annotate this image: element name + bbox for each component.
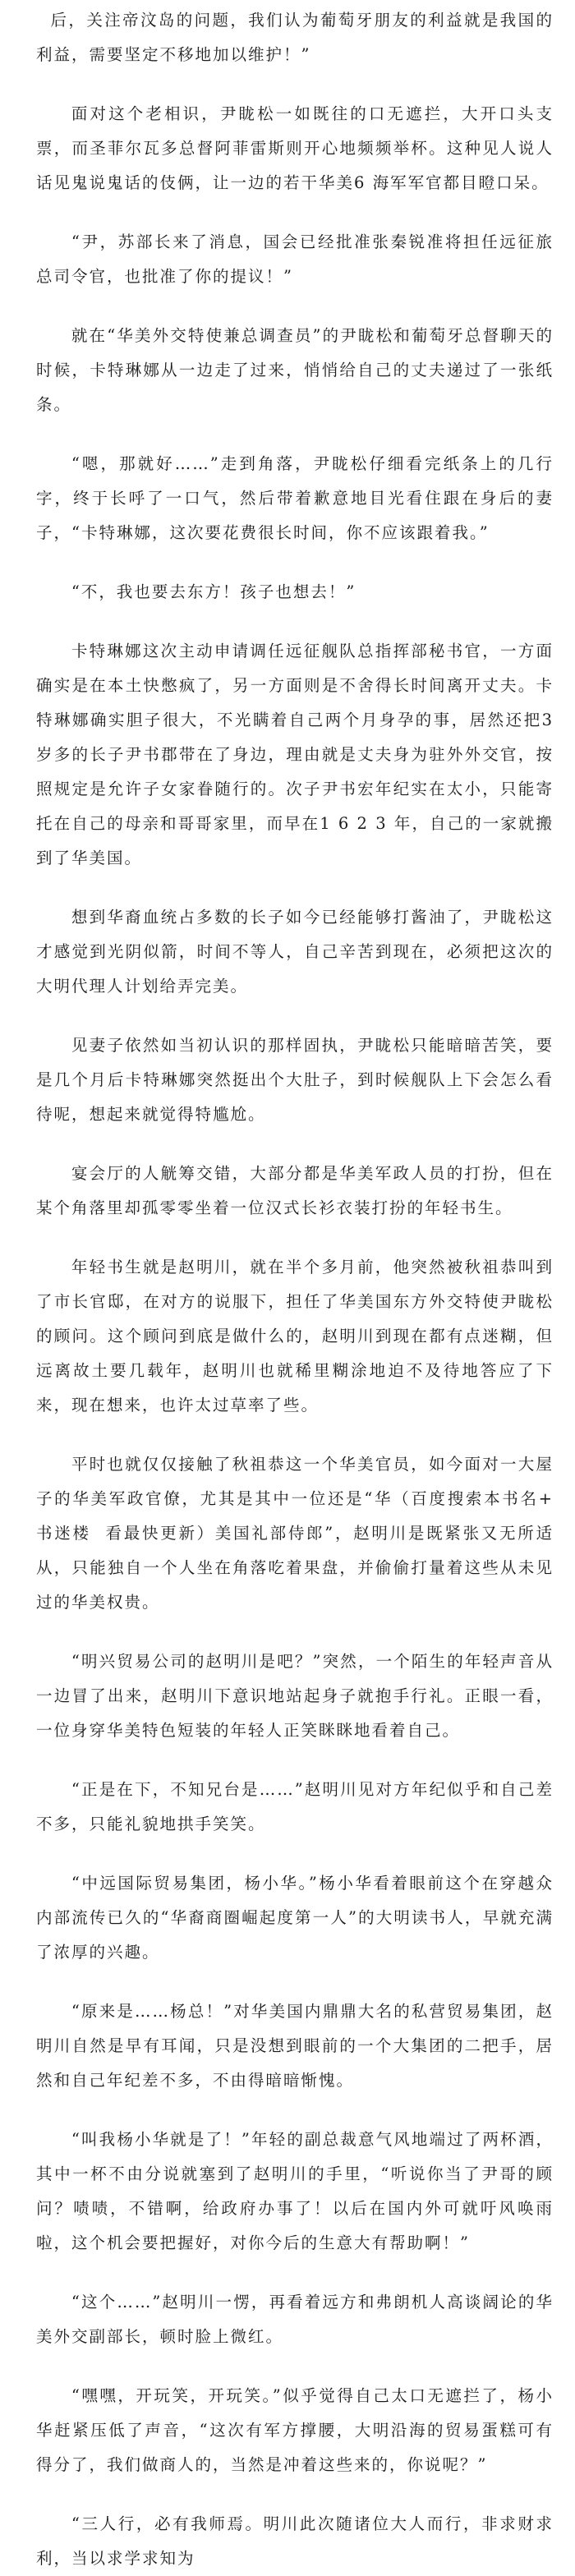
paragraph: “不，我也要去东方！孩子也想去！” [71, 582, 356, 601]
paragraph: 卡特琳娜这次主动申请调任远征舰队总指挥部秘书官，一方面确实是在本土快憋疯了，另一方面则是不舍得长时间离开丈夫。卡特琳娜确实胆子很大，不光瞒着自己两个月身孕的事，居然还把3 岁多的长子尹书郡带在了身边，理由就是丈夫身为驻外外交官，按照规定是允许子女家眷随行的。次子尹书宏年纪实在太小，只能寄托在自己的母亲和哥哥家里，而早在1 6 2 3 年，自己的一家就搬到了华美国。 [36, 642, 561, 867]
paragraph: 就在“华美外交特使兼总调查员”的尹眬松和葡萄牙总督聊天的时候，卡特琳娜从一边走了过来，悄悄给自己的丈夫递过了一张纸条。 [36, 326, 554, 414]
paragraph: “嗯，那就好……”走到角落，尹眬松仔细看完纸条上的几行字，终于长呼了一口气，然后带着歉意地目光看住跟在身后的妻子，“卡特琳娜，这次要花费很长时间，你不应该跟着我。” [36, 454, 554, 542]
paragraph-gap [36, 72, 554, 97]
paragraph-gap [36, 2354, 554, 2379]
paragraph-gap [36, 2482, 554, 2507]
paragraph: 面对这个老相识，尹眬松一如既往的口无遮拦，大开口头支票，而圣菲尔瓦多总督阿菲雷斯则开心地频频举杯。这种见人说人话见鬼说鬼话的伎俩，让一边的若干华美6 海军军官都目瞪口呆。 [36, 104, 554, 192]
paragraph: “叫我杨小华就是了！”年轻的副总裁意气风地端过了两杯酒，其中一杯不由分说就塞到了赵明川的手里，“听说你当了尹哥的顾问？啧啧，不错啊，给政府办事了！以后在国内外可就吁风唤雨啦，这个机会要把握好，对你今后的生意大有帮助啊！” [36, 2130, 554, 2252]
paragraph-gap [36, 1748, 554, 1773]
paragraph: “中远国际贸易集团，杨小华。”杨小华看着眼前这个在穿越众内部流传已久的“华裔商圈崛起度第一人”的大明读书人，早就充满了浓厚的兴趣。 [36, 1874, 554, 1962]
paragraph-gap [36, 200, 554, 225]
paragraph: 年轻书生就是赵明川，就在半个多月前，他突然被秋祖恭叫到了市长官邸，在对方的说服下，担任了华美国东方外交特使尹眬松的顾问。这个顾问到底是做什么的，赵明川到现在都有点迷糊，但远离故土要几载年，赵明川也就稀里糊涂地迫不及待地答应了下来，现在想来，也许太过草率了些。 [36, 1258, 554, 1414]
paragraph-gap [36, 422, 554, 447]
paragraph-gap [36, 610, 554, 634]
paragraph: 后，关注帝汶岛的问题，我们认为葡萄牙朋友的利益就是我国的利益，需要坚定不移地加以维护！” [36, 11, 554, 64]
paragraph: “三人行，必有我师焉。明川此次随诸位大人而行，非求财求利，当以求学求知为 [36, 2514, 554, 2568]
paragraph: “尹，苏部长来了消息，国会已经批准张秦锐准将担任远征旅总司令官，也批准了你的提议！” [36, 232, 554, 286]
paragraph: “嘿嘿，开玩笑，开玩笑。”似乎觉得自己太口无遮拦了，杨小华赶紧压低了声音，“这次有军方撑腰，大明沿海的贸易蛋糕可有得分了，我们做商人的，当然是冲着这些来的，你说呢？” [36, 2386, 554, 2474]
paragraph-gap [36, 2261, 554, 2285]
paragraph-gap [36, 550, 554, 575]
paragraph: 平时也就仅仅接触了秋祖恭这一个华美官员，如今面对一大屋子的华美军政官僚，尤其是其中一位还是“华（百度搜索本书名+ 书迷楼 看最快更新）美国礼部侍郎”，赵明川是既紧张又无所适从，只能独自一个人坐在角落吃着果盘，并偷偷打量着这些从未见过的华美权贵。 [36, 1455, 561, 1612]
paragraph: 见妻子依然如当初认识的那样固执，尹眬松只能暗暗苦笑，要是几个月后卡特琳娜突然挺出个大肚子，到时候舰队上下会怎么看待呢，想起来就觉得特尴尬。 [36, 1036, 554, 1124]
paragraph: 想到华裔血统占多数的长子如今已经能够打酱油了，尹眬松这才感觉到光阴似箭，时间不等人，自己辛苦到现在，必须把这次的大明代理人计划给弄完美。 [36, 908, 554, 996]
paragraph-gap [36, 1004, 554, 1028]
paragraph-gap [36, 1226, 554, 1250]
paragraph-gap [36, 1132, 554, 1157]
paragraph-gap [36, 1842, 554, 1866]
paragraph: “原来是……杨总！”对华美国内鼎鼎大名的私营贸易集团，赵明川自然是早有耳闻，只是没想到眼前的一个大集团的二把手，居然和自己年纪差不多，不由得暗暗惭愧。 [36, 2002, 554, 2090]
paragraph-gap [36, 294, 554, 319]
paragraph: “正是在下，不知兄台是……”赵明川见对方年纪似乎和自己差不多，只能礼貌地拱手笑笑。 [36, 1780, 554, 1833]
paragraph: “这个……”赵明川一愣，再看着远方和弗朗机人高谈阔论的华美外交副部长，顿时脸上微红。 [36, 2293, 554, 2346]
paragraph: “明兴贸易公司的赵明川是吧？”突然，一个陌生的年轻声音从一边冒了出来，赵明川下意识地站起身子就抱手行礼。正眼一看，一位身穿华美特色短装的年轻人正笑眯眯地看着自己。 [36, 1652, 554, 1740]
paragraph: 宴会厅的人觥筹交错，大部分都是华美军政人员的打扮，但在某个角落里却孤零零坐着一位汉式长衫衣装打扮的年轻书生。 [36, 1164, 554, 1217]
paragraph-gap [36, 1423, 554, 1447]
paragraph-gap [36, 1970, 554, 1994]
paragraph-gap [36, 876, 554, 900]
paragraph-gap [36, 2098, 554, 2123]
paragraph-gap [36, 1620, 554, 1644]
